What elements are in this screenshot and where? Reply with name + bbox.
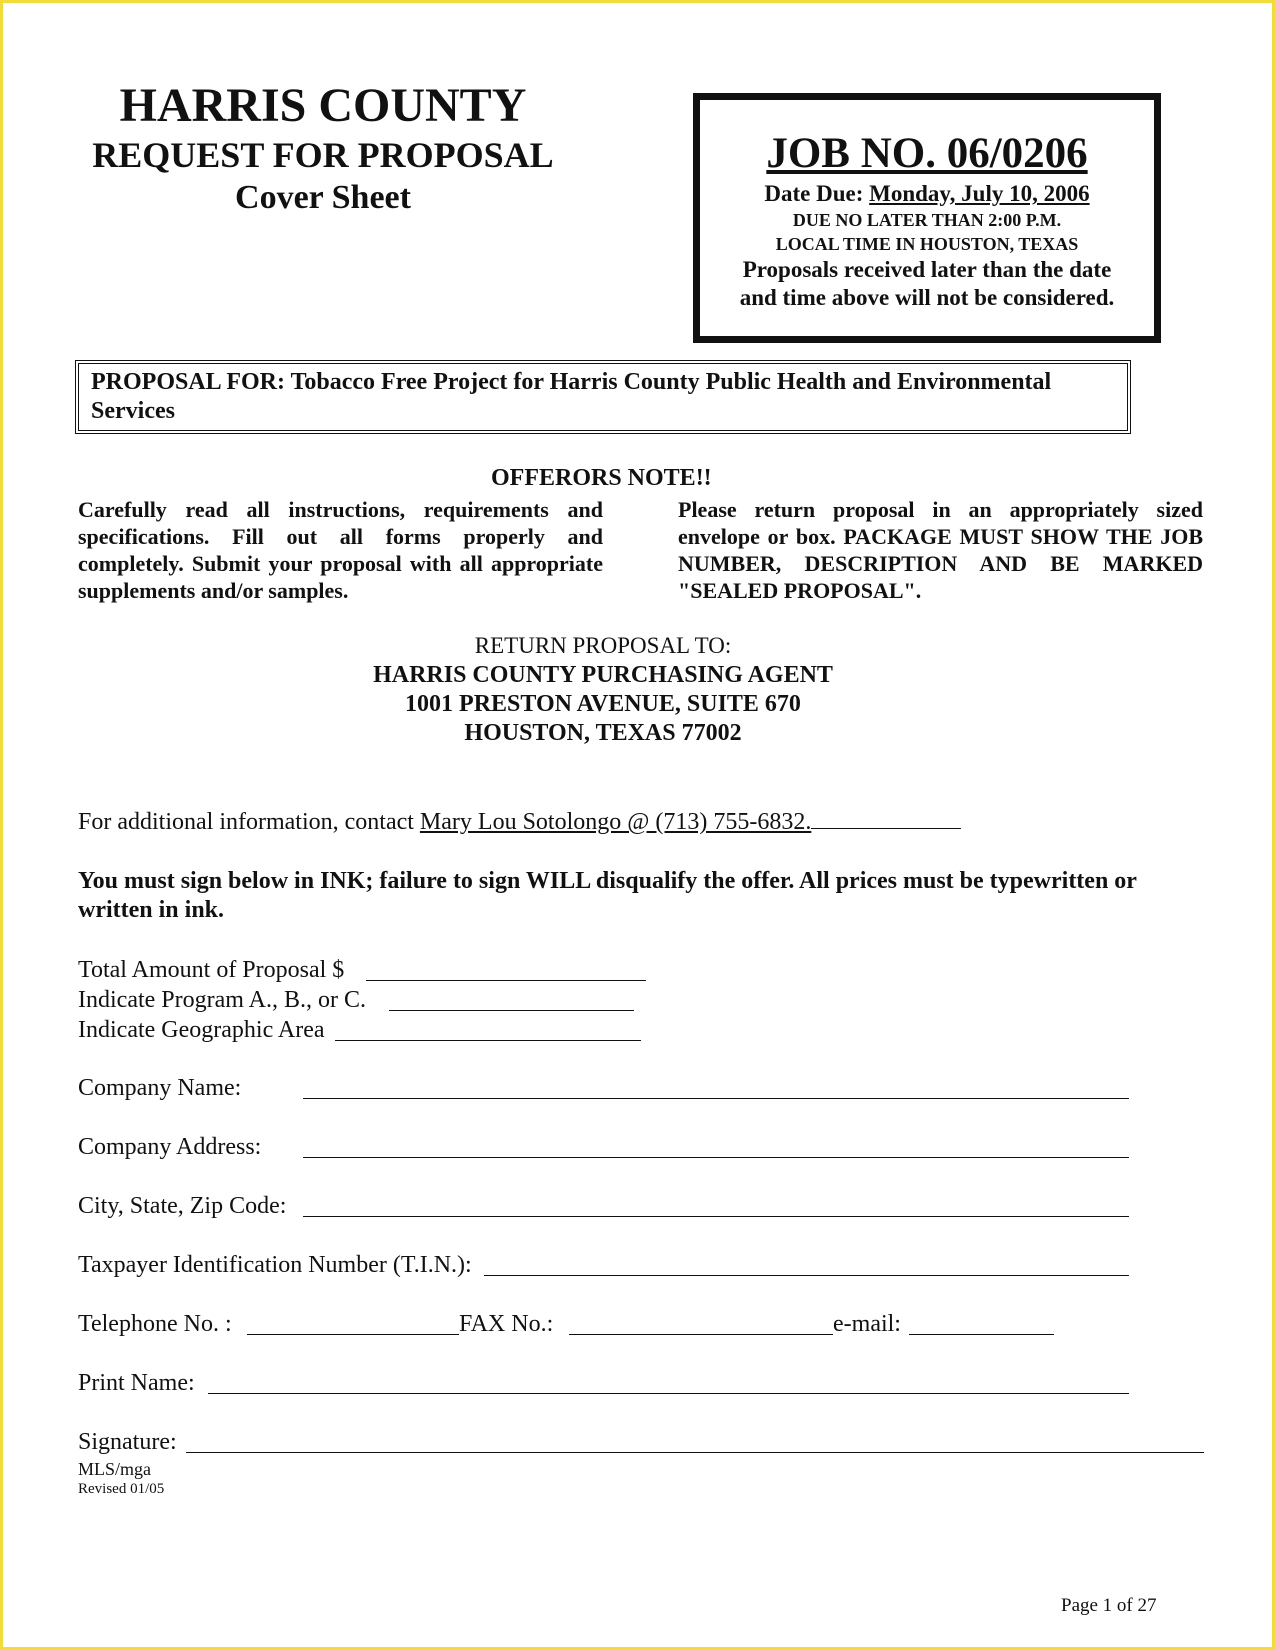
geo-area-field[interactable] [335, 1040, 641, 1041]
county-title: HARRIS COUNTY [119, 79, 527, 132]
late-notice-1: Proposals received later than the date [742, 257, 1112, 282]
print-name-label: Print Name: [78, 1370, 195, 1396]
job-number-box [693, 93, 1161, 343]
date-due-line [700, 180, 1154, 208]
local-time: LOCAL TIME IN HOUSTON, TEXAS [775, 234, 1079, 254]
geo-area-label: Indicate Geographic Area [78, 1017, 325, 1043]
date-due-value: Monday, July 10, 2006 [869, 181, 1090, 206]
offerors-note-left: Carefully read all instructions, requirements and specifications. Fill out all forms properly and completely. Submit your proposal with all appropriate supplements and/or samples. [78, 497, 603, 603]
due-time: DUE NO LATER THAN 2:00 P.M. [792, 210, 1062, 230]
signature-label: Signature: [78, 1429, 177, 1455]
program-label: Indicate Program A., B., or C. [78, 987, 366, 1013]
print-name-field[interactable] [208, 1393, 1129, 1394]
city-state-zip-field[interactable] [303, 1216, 1129, 1217]
company-name-label: Company Name: [78, 1075, 242, 1101]
page-number: Page 1 of 27 [1061, 1595, 1157, 1616]
fax-field[interactable] [569, 1334, 833, 1335]
contact-line [78, 808, 961, 836]
telephone-field[interactable] [247, 1334, 459, 1335]
offerors-note-right: Please return proposal in an appropriately sized envelope or box. PACKAGE MUST SHOW THE JOB NUMBER, DESCRIPTION AND BE MARKED "SEALED PROPOSAL". [678, 497, 1203, 603]
proposal-for-box: PROPOSAL FOR: Tobacco Free Project for Harris County Public Health and Environmental Services [75, 360, 1131, 434]
offerors-note-title: OFFERORS NOTE!! [491, 465, 712, 491]
tin-field[interactable] [484, 1275, 1129, 1276]
city-state-zip-label: City, State, Zip Code: [78, 1193, 287, 1219]
job-number: JOB NO. 06/0206 [766, 130, 1088, 177]
sign-notice: You must sign below in INK; failure to sign WILL disqualify the offer. All prices must be typewritten or written in ink. [78, 868, 1137, 923]
date-due-label: Date Due: [764, 181, 864, 206]
late-notice-2: and time above will not be considered. [739, 285, 1115, 310]
return-address [263, 631, 943, 748]
rfp-title: REQUEST FOR PROPOSAL [92, 135, 554, 175]
program-field[interactable] [389, 1010, 634, 1011]
return-heading: RETURN PROPOSAL TO: [474, 633, 732, 658]
cover-sheet-title: Cover Sheet [235, 179, 411, 216]
return-line-1: HARRIS COUNTY PURCHASING AGENT [373, 662, 833, 688]
title-block [63, 79, 583, 219]
fax-label: FAX No.: [459, 1311, 554, 1337]
company-name-field[interactable] [303, 1098, 1129, 1099]
contact-name-phone: Mary Lou Sotolongo @ (713) 755-6832. [419, 809, 812, 835]
return-line-3: HOUSTON, TEXAS 77002 [464, 720, 742, 746]
telephone-label: Telephone No. : [78, 1311, 232, 1337]
return-line-2: 1001 PRESTON AVENUE, SUITE 670 [405, 691, 801, 717]
email-label: e-mail: [833, 1311, 901, 1337]
tin-label: Taxpayer Identification Number (T.I.N.): [78, 1252, 472, 1278]
total-amount-field[interactable] [366, 980, 646, 981]
company-address-label: Company Address: [78, 1134, 262, 1160]
signature-field[interactable] [186, 1452, 1204, 1453]
footer-revised: Revised 01/05 [78, 1481, 165, 1497]
contact-prefix: For additional information, contact [78, 809, 420, 835]
company-address-field[interactable] [303, 1157, 1129, 1158]
footer-initials: MLS/mga [78, 1459, 152, 1479]
contact-underline [811, 808, 961, 829]
total-amount-label: Total Amount of Proposal $ [78, 957, 345, 983]
email-field[interactable] [909, 1334, 1054, 1335]
